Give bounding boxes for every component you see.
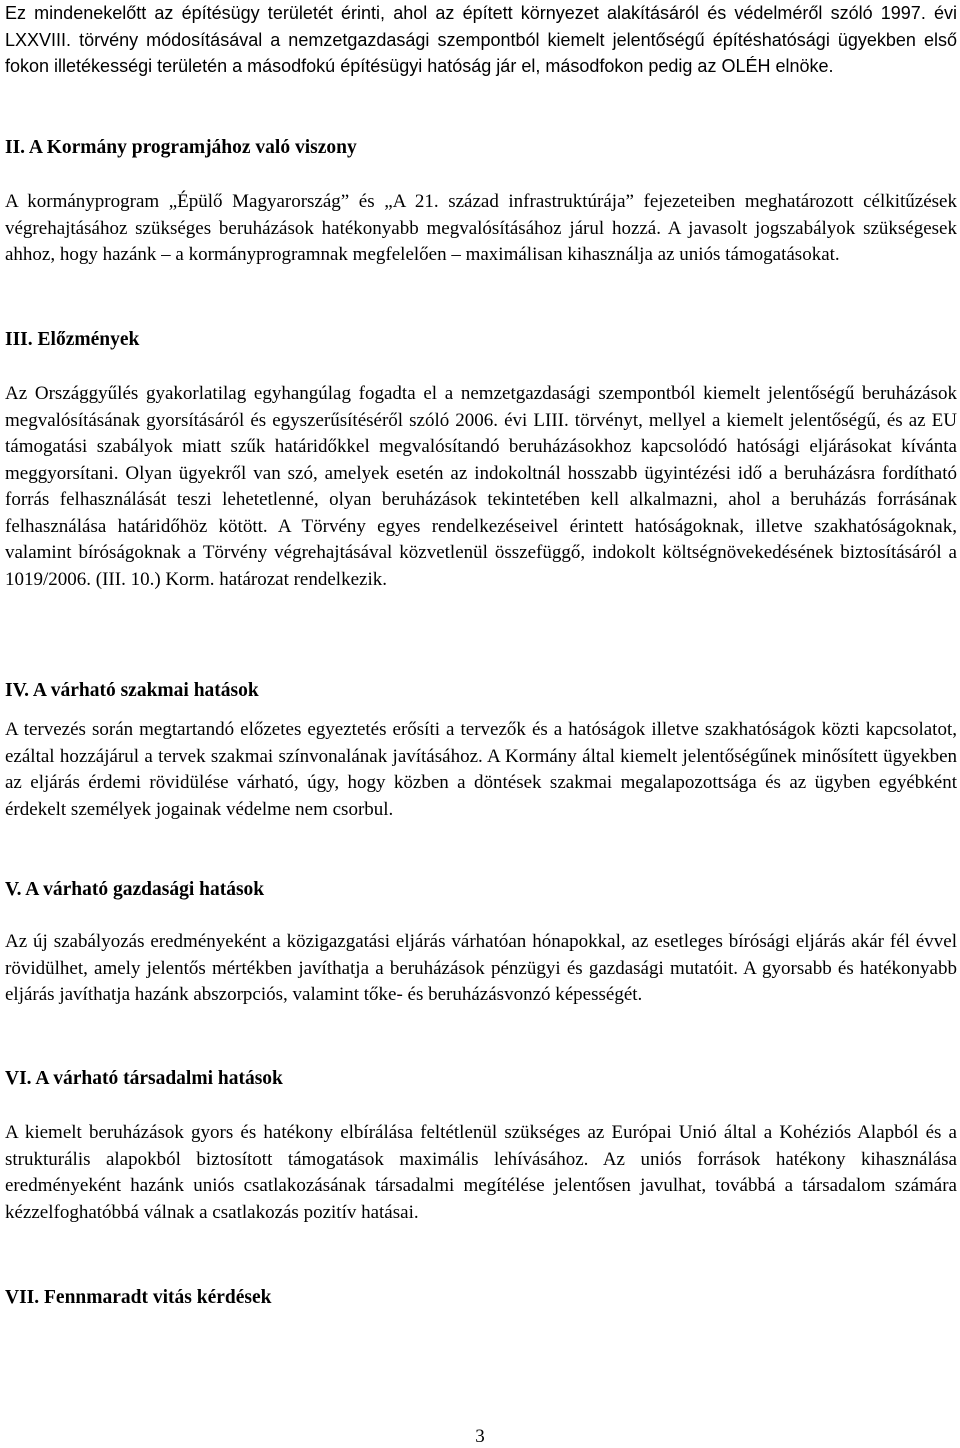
section-vi-paragraph: A kiemelt beruházások gyors és hatékony elbírálása feltétlenül szükséges az Európai Unió által a Kohéziós Alapból és a strukturális alapokból biztosított támogatások maximális lehívásához. Az uniós források hatékony kihasználása eredményeként hazánk uniós csatlakozásának társadalmi megítélése jelentősen javulhat, továbbá a társadalom számára kézzelfoghatóbbá válnak a csatlakozás pozitív hatásai. <box>5 1122 957 1223</box>
section-heading-iv: IV. A várható szakmai hatások <box>5 680 259 701</box>
section-heading-vii: VII. Fennmaradt vitás kérdések <box>5 1287 272 1308</box>
section-heading-v: V. A várható gazdasági hatások <box>5 879 265 900</box>
section-iv-paragraph: A tervezés során megtartandó előzetes egyeztetés erősíti a tervezők és a hatóságok illetve szakhatóságok közti kapcsolatot, ezáltal hozzájárul a tervek szakmai színvonalának javításához. A Kormány által kiemelt jelentőségűnek minősített ügyekben az eljárás érdemi rövidülése várható, úgy, hogy közben a döntések szakmai megalapozottsága és az ügyben egyébként érdekelt személyek jogainak védelme nem csorbul. <box>5 719 957 820</box>
section-ii-paragraph: A kormányprogram „Épülő Magyarország” és „A 21. század infrastruktúrája” fejezeteiben meghatározott célkitűzések végrehajtásához szükséges beruházások hatékonyabb megvalósításához járul hozzá. A javasolt jogszabályok szükségesek ahhoz, hogy hazánk – a kormányprogramnak megfelelően – maximálisan kihasználja az uniós támogatásokat. <box>5 191 957 265</box>
section-heading-iii: III. Előzmények <box>5 329 140 350</box>
section-heading-vi: VI. A várható társadalmi hatások <box>5 1068 283 1089</box>
section-v-paragraph: Az új szabályozás eredményeként a közigazgatási eljárás várhatóan hónapokkal, az esetleges bírósági eljárás akár fél évvel rövidülhet, amely jelentős mértékben javíthatja a beruházások pénzügyi és gazdasági mutatóit. A gyorsabb és hatékonyabb eljárás javíthatja hazánk abszorpciós, valamint tőke- és beruházásvonzó képességét. <box>5 931 957 1005</box>
page-number: 3 <box>475 1426 485 1447</box>
section-iii-paragraph: Az Országgyűlés gyakorlatilag egyhangúlag fogadta el a nemzetgazdasági szempontból kiemelt jelentőségű beruházások megvalósításának gyorsításáról és egyszerűsítéséről szóló 2006. évi LIII. törvényt, mellyel a kiemelt jelentőségű, és az EU támogatási szabályok miatt szűk határidőkkel megvalósítandó beruházásokhoz kapcsolódó hatósági eljárásokat kívánta meggyorsítani. Olyan ügyekről van szó, amelyek esetén az indokoltnál hosszabb ügyintézési idő a beruházásra fordítható forrás felhasználását teszi lehetetlenné, olyan beruházások tekintetében kell alkalmazni, ahol a beruházás forrásának felhasználása határidőhöz kötött. A Törvény egyes rendelkezéseivel érintett hatóságoknak, illetve szakhatóságoknak, valamint bíróságoknak a Törvény végrehajtásával közvetlenül összefüggő, indokolt költségnövekedésének biztosításáról a 1019/2006. (III. 10.) Korm. határozat rendelkezik. <box>5 383 957 590</box>
intro-paragraph: Ez mindenekelőtt az építésügy területét érinti, ahol az épített környezet alakításáról és védelméről szóló 1997. évi LXXVIII. törvény módosításával a nemzetgazdasági szempontból kiemelt jelentőségű építéshatósági ügyekben első fokon illetékességi területén a másodfokú építésügyi hatóság jár el, másodfokon pedig az OLÉH elnöke. <box>5 3 957 76</box>
section-heading-ii: II. A Kormány programjához való viszony <box>5 137 357 158</box>
